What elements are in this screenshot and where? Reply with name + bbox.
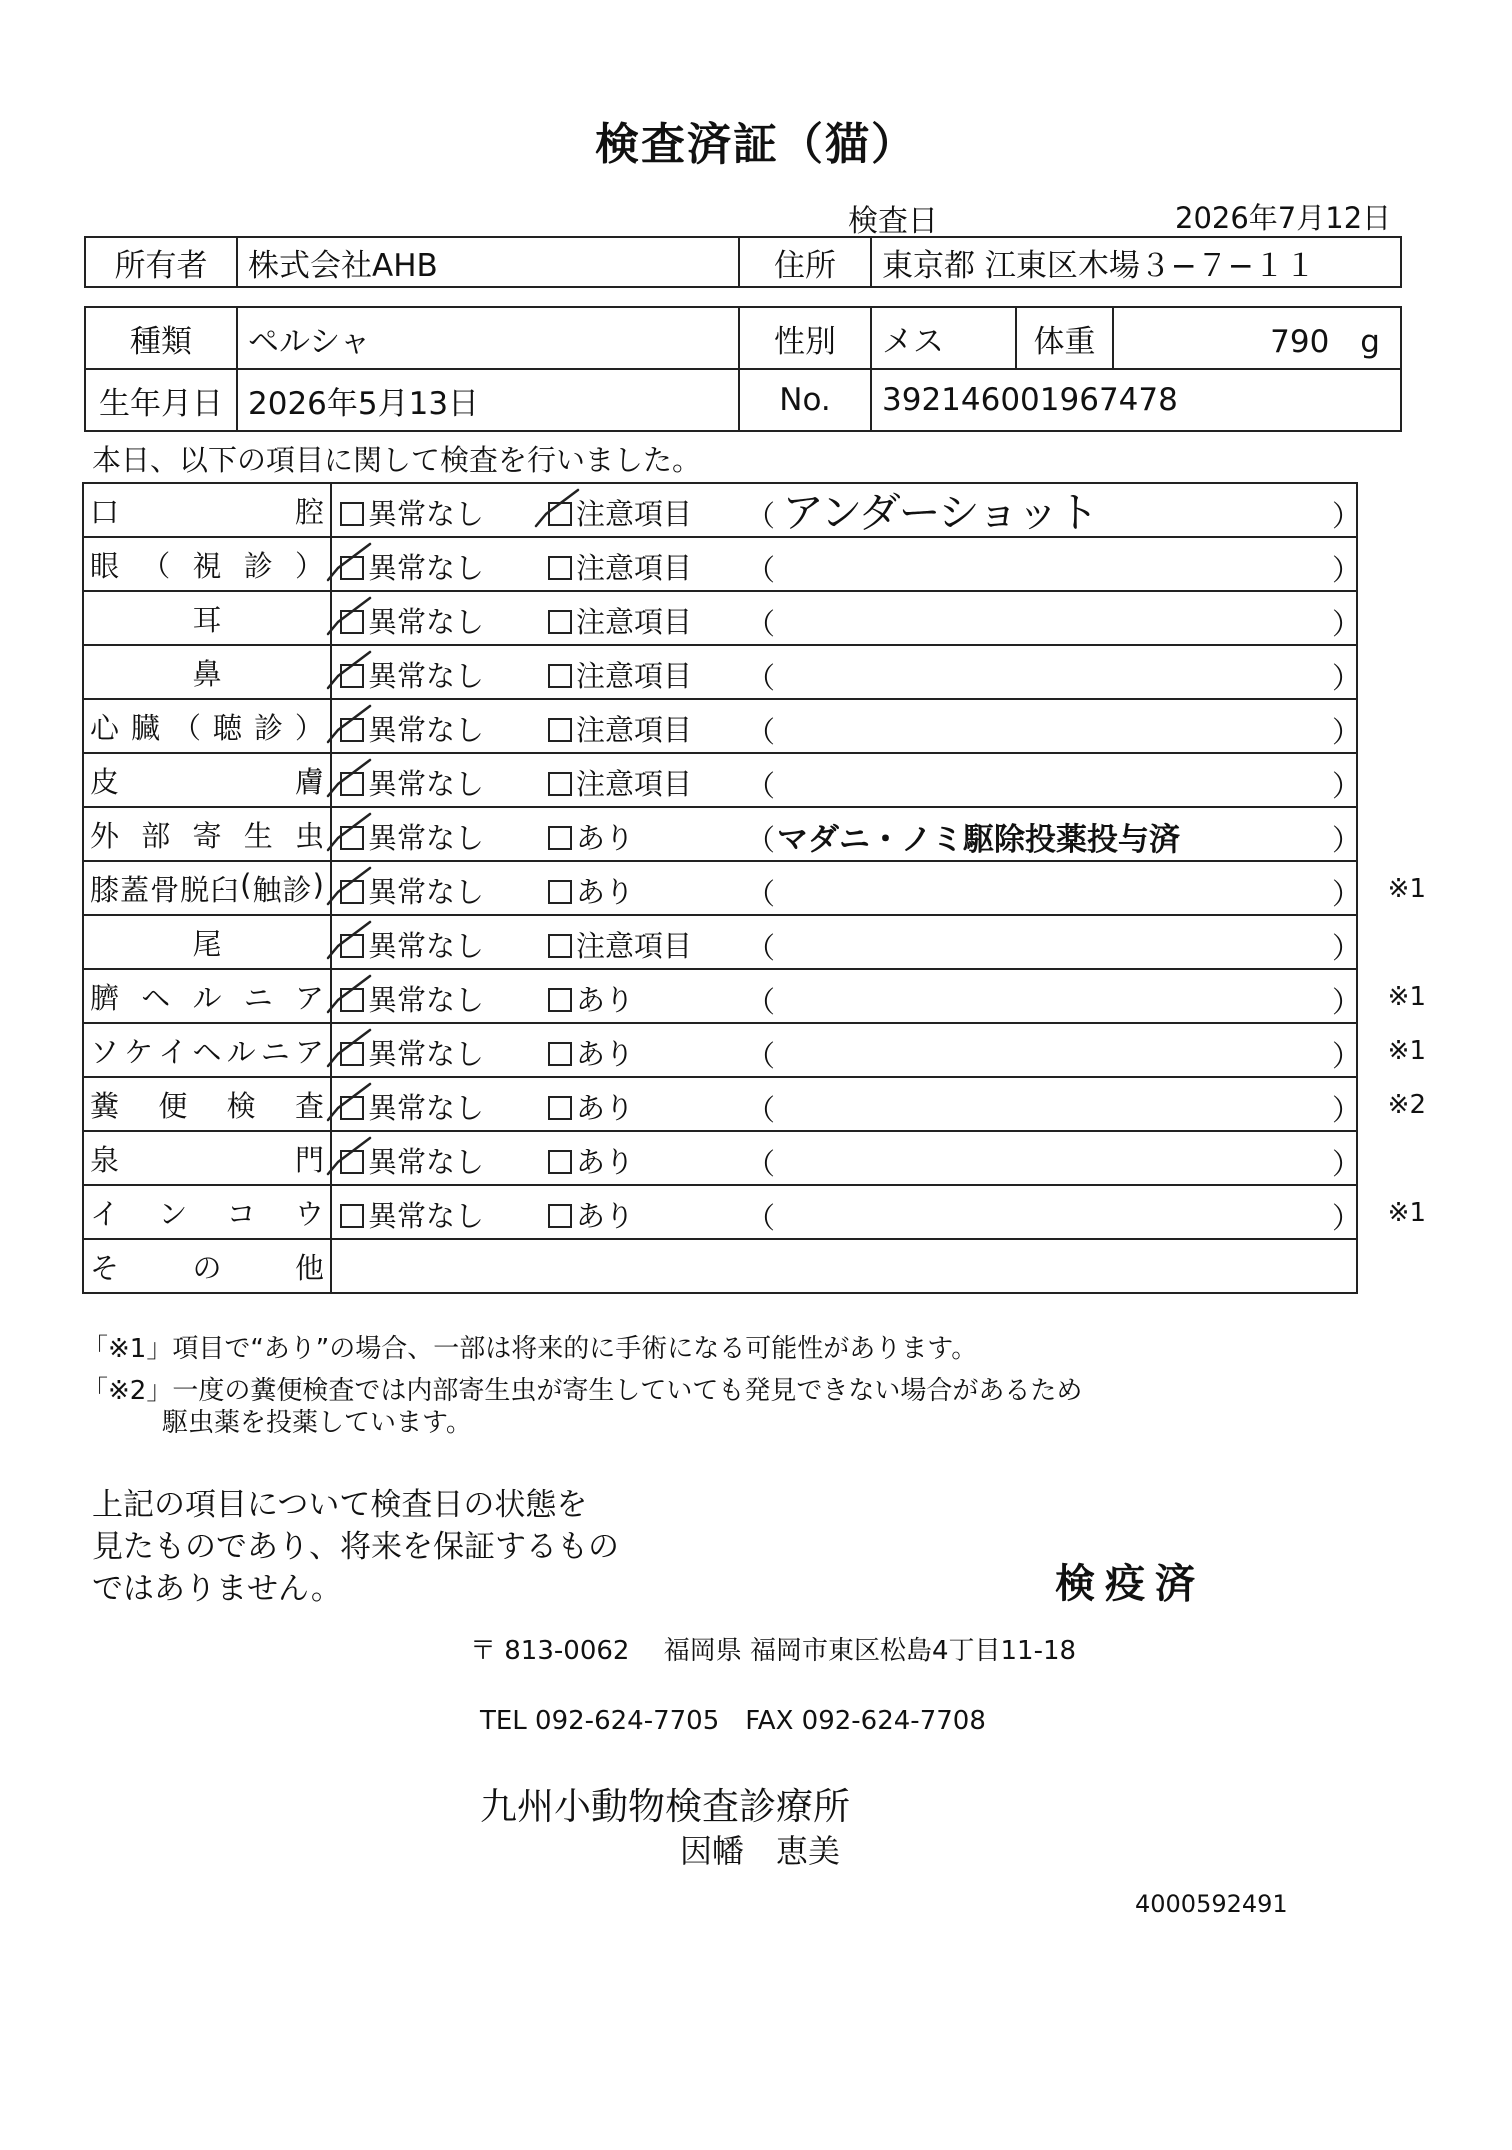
check-item-label: [83, 645, 331, 699]
footnote-2-cont: 駆虫薬を投薬しています。: [162, 1408, 472, 1438]
checkbox-icon: [340, 988, 364, 1012]
check-item-name: 口 腔: [90, 494, 324, 529]
check-row: [83, 969, 1357, 1023]
attention-checkbox-text: あり: [576, 1091, 635, 1125]
checkbox-icon: [340, 718, 364, 742]
footnote-2: 「※2」一度の糞便検査では内部寄生虫が寄生していても発見できない場合があるため: [82, 1376, 1083, 1406]
check-item-name: 泉 門: [90, 1142, 324, 1177]
clinic-name: 九州小動物検査診療所: [480, 1785, 850, 1828]
check-item-label: [83, 1131, 331, 1185]
check-item-result: [331, 1185, 1426, 1239]
check-item-result: [331, 1077, 1426, 1131]
checkbox-icon: [548, 880, 572, 904]
reference-mark: ※1: [1387, 1036, 1426, 1066]
normal-checkbox-text: 異常なし: [368, 875, 485, 909]
attention-checkbox-text: 注意項目: [576, 551, 693, 585]
checkbox-icon: [548, 988, 572, 1012]
statement-line-3: ではありません。: [92, 1571, 342, 1607]
paren-close: ）: [1332, 931, 1362, 965]
owner-value: 株式会社AHB: [237, 237, 739, 287]
attention-checkbox-text: あり: [576, 875, 635, 909]
handwritten-note: アンダーショット: [782, 488, 1097, 537]
normal-checkbox[interactable]: [340, 870, 484, 911]
attention-checkbox[interactable]: [548, 1086, 634, 1127]
paren-close: ）: [1332, 715, 1362, 749]
normal-checkbox-text: 異常なし: [368, 1145, 485, 1179]
checkbox-icon: [340, 772, 364, 796]
normal-checkbox[interactable]: [340, 816, 484, 857]
normal-checkbox-text: 異常なし: [368, 551, 485, 585]
paren-close: ）: [1332, 877, 1362, 911]
normal-checkbox[interactable]: [340, 978, 484, 1019]
normal-checkbox[interactable]: [340, 1140, 484, 1181]
checkbox-icon: [548, 934, 572, 958]
paren-open: （: [746, 931, 776, 965]
no-label: No.: [739, 369, 871, 431]
paren-open: （: [746, 607, 776, 641]
paren-open: （: [746, 715, 776, 749]
check-item-result: [331, 1131, 1362, 1185]
attention-checkbox-text: 注意項目: [576, 929, 693, 963]
paren-close: ）: [1332, 661, 1362, 695]
attention-checkbox[interactable]: [548, 546, 692, 587]
attention-checkbox-text: 注意項目: [576, 767, 693, 801]
checkbox-icon: [340, 502, 364, 526]
checkbox-icon: [548, 1204, 572, 1228]
reference-mark: ※2: [1387, 1090, 1426, 1120]
paren-close: ）: [1332, 769, 1362, 803]
paren-open: （: [746, 985, 776, 1019]
breed-value: ペルシャ: [237, 307, 739, 369]
check-item-label: [83, 861, 331, 915]
paren-open: （: [746, 1093, 776, 1127]
serial-number: 4000592491: [1135, 1890, 1288, 1918]
check-item-result: [331, 1023, 1426, 1077]
check-item-name: 耳: [192, 602, 222, 637]
attention-checkbox[interactable]: [548, 816, 634, 857]
checkbox-icon: [340, 1204, 364, 1228]
check-item-result: [331, 645, 1362, 699]
attention-checkbox-text: あり: [576, 1037, 635, 1071]
normal-checkbox[interactable]: [340, 762, 484, 803]
checkbox-icon: [548, 772, 572, 796]
weight-value: 790 g: [1113, 307, 1401, 369]
clinic-phone: TEL 092-624-7705 FAX 092-624-7708: [480, 1706, 986, 1736]
normal-checkbox-text: 異常なし: [368, 929, 485, 963]
check-item-label: [83, 537, 331, 591]
paren-close: ）: [1332, 1201, 1362, 1235]
checkbox-icon: [548, 718, 572, 742]
breed-label: 種類: [85, 307, 237, 369]
check-item-label: [83, 807, 331, 861]
attention-checkbox[interactable]: [548, 978, 634, 1019]
normal-checkbox-text: 異常なし: [368, 821, 485, 855]
normal-checkbox[interactable]: [340, 546, 484, 587]
attention-checkbox-text: 注意項目: [576, 497, 693, 531]
normal-checkbox-text: 異常なし: [368, 713, 485, 747]
normal-checkbox[interactable]: [340, 1032, 484, 1073]
attention-checkbox[interactable]: [548, 924, 692, 965]
checkbox-icon: [548, 610, 572, 634]
checkbox-icon: [548, 664, 572, 688]
checks-table: [82, 482, 1426, 1294]
checkbox-icon: [548, 556, 572, 580]
other-label-cell: [83, 1239, 331, 1293]
checkbox-icon: [340, 610, 364, 634]
paren-open: （: [746, 1201, 776, 1235]
check-item-label: [83, 915, 331, 969]
document-title: 検査済証（猫）: [595, 119, 917, 170]
check-item-name: 皮 膚: [90, 764, 324, 799]
checkbox-icon: [340, 826, 364, 850]
paren-close: ）: [1332, 823, 1362, 857]
paren-close: ）: [1332, 607, 1362, 641]
birth-value: 2026年5月13日: [237, 369, 739, 431]
checkbox-icon: [340, 880, 364, 904]
paren-close: ）: [1332, 1147, 1362, 1181]
check-item-label: [83, 591, 331, 645]
checkbox-icon: [340, 1150, 364, 1174]
intro-text: 本日、以下の項目に関して検査を行いました。: [92, 443, 702, 477]
checkbox-icon: [548, 502, 572, 526]
sex-value: メス: [871, 307, 1016, 369]
check-item-result: [331, 699, 1362, 753]
attention-checkbox[interactable]: [548, 870, 634, 911]
check-row: [83, 861, 1357, 915]
reference-mark: ※1: [1387, 1198, 1426, 1228]
attention-checkbox[interactable]: [548, 1032, 634, 1073]
attention-checkbox-text: あり: [576, 983, 635, 1017]
check-item-result: [331, 591, 1362, 645]
check-item-result: [331, 753, 1362, 807]
check-item-label: [83, 753, 331, 807]
normal-checkbox-text: 異常なし: [368, 497, 485, 531]
exam-date: 2026年7月12日: [1175, 201, 1392, 235]
checkbox-icon: [548, 1150, 572, 1174]
check-row: [83, 1131, 1357, 1185]
vet-name: 因幡 恵美: [680, 1832, 841, 1870]
attention-checkbox-text: あり: [576, 1145, 635, 1179]
attention-checkbox[interactable]: [548, 762, 692, 803]
check-item-name: ソ ケ イ ヘ ル ニ ア: [90, 1034, 324, 1069]
check-row: [83, 1077, 1357, 1131]
checkbox-icon: [548, 1096, 572, 1120]
check-item-name: 眼 （ 視 診 ）: [90, 548, 324, 583]
check-row: [83, 1023, 1357, 1077]
check-item-result: [331, 483, 1362, 537]
check-item-label: [83, 1185, 331, 1239]
normal-checkbox[interactable]: [340, 654, 484, 695]
check-row: [83, 807, 1357, 861]
paren-close: ）: [1332, 499, 1362, 533]
check-item-name: 尾: [192, 926, 222, 961]
normal-checkbox[interactable]: [340, 600, 484, 641]
owner-table: [84, 236, 1402, 288]
paren-open: （: [746, 769, 776, 803]
normal-checkbox-text: 異常なし: [368, 659, 485, 693]
normal-checkbox-text: 異常なし: [368, 1037, 485, 1071]
attention-checkbox[interactable]: [548, 1140, 634, 1181]
checkbox-icon: [548, 826, 572, 850]
check-note: マダニ・ノミ駆除投薬投与済: [777, 822, 1180, 858]
paren-open: （: [746, 823, 776, 857]
checkbox-icon: [340, 1096, 364, 1120]
check-row: [83, 915, 1357, 969]
attention-checkbox[interactable]: [548, 654, 692, 695]
paren-close: ）: [1332, 553, 1362, 587]
check-item-label: [83, 699, 331, 753]
check-item-name: 糞 便 検 査: [90, 1088, 324, 1123]
paren-open: （: [746, 553, 776, 587]
normal-checkbox-text: 異常なし: [368, 767, 485, 801]
attention-checkbox-text: あり: [576, 1199, 635, 1233]
check-item-name: 臍 ヘ ル ニ ア: [90, 980, 324, 1015]
check-row: [83, 753, 1357, 807]
attention-checkbox-text: 注意項目: [576, 713, 693, 747]
footnote-1: 「※1」項目で“あり”の場合、一部は将来的に手術になる可能性があります。: [82, 1334, 978, 1364]
other-label: そ の 他: [90, 1250, 324, 1285]
check-item-label: [83, 483, 331, 537]
attention-checkbox[interactable]: [548, 708, 692, 749]
attention-checkbox[interactable]: [548, 600, 692, 641]
check-row: [83, 699, 1357, 753]
normal-checkbox[interactable]: [340, 1086, 484, 1127]
paren-close: ）: [1332, 1093, 1362, 1127]
statement-line-1: 上記の項目について検査日の状態を: [92, 1487, 588, 1523]
check-item-result: [331, 861, 1426, 915]
pet-table: [84, 306, 1402, 432]
paren-open: （: [746, 877, 776, 911]
statement-line-2: 見たものであり、将来を保証するもの: [92, 1529, 619, 1565]
paren-close: ）: [1332, 985, 1362, 1019]
check-item-label: [83, 1023, 331, 1077]
no-value: 392146001967478: [871, 369, 1401, 431]
check-row: [83, 483, 1357, 537]
check-item-result: [331, 807, 1362, 861]
check-item-name: 膝 蓋 骨 脱 臼 ( 触 診 ): [90, 867, 324, 907]
checkbox-icon: [340, 664, 364, 688]
normal-checkbox-text: 異常なし: [368, 605, 485, 639]
other-row: [83, 1239, 1357, 1293]
clinic-address: 〒 813-0062 福岡県 福岡市東区松島4丁目11-18: [470, 1636, 1077, 1666]
normal-checkbox-text: 異常なし: [368, 1091, 485, 1125]
normal-checkbox[interactable]: [340, 924, 484, 965]
attention-checkbox[interactable]: [548, 492, 692, 533]
check-item-result: [331, 969, 1426, 1023]
attention-checkbox-text: あり: [576, 821, 635, 855]
birth-label: 生年月日: [85, 369, 237, 431]
check-item-label: [83, 969, 331, 1023]
checkbox-icon: [340, 934, 364, 958]
address-value: 東京都 江東区木場３−７−１１: [871, 237, 1401, 287]
attention-checkbox[interactable]: [548, 1194, 634, 1235]
checkbox-icon: [340, 1042, 364, 1066]
sex-label: 性別: [739, 307, 871, 369]
check-item-name: 外 部 寄 生 虫: [90, 818, 324, 853]
paren-open: （: [746, 1039, 776, 1073]
checkbox-icon: [340, 556, 364, 580]
check-item-name: 心 臓 （ 聴 診 ）: [90, 710, 324, 745]
check-row: [83, 591, 1357, 645]
reference-mark: ※1: [1387, 874, 1426, 904]
check-item-label: [83, 1077, 331, 1131]
paren-open: （: [746, 661, 776, 695]
check-row: [83, 1185, 1357, 1239]
quarantine-stamp: 検疫済: [1055, 1561, 1205, 1607]
normal-checkbox[interactable]: [340, 492, 484, 533]
check-row: [83, 537, 1357, 591]
attention-checkbox-text: 注意項目: [576, 605, 693, 639]
checkbox-icon: [548, 1042, 572, 1066]
check-item-name: 鼻: [192, 656, 222, 691]
attention-checkbox-text: 注意項目: [576, 659, 693, 693]
weight-label: 体重: [1016, 307, 1113, 369]
other-value[interactable]: [331, 1239, 1357, 1293]
paren-open: （: [746, 499, 776, 533]
paren-open: （: [746, 1147, 776, 1181]
exam-date-label: 検査日: [848, 204, 938, 239]
paren-close: ）: [1332, 1039, 1362, 1073]
owner-label: 所有者: [85, 237, 237, 287]
normal-checkbox[interactable]: [340, 708, 484, 749]
reference-mark: ※1: [1387, 982, 1426, 1012]
check-item-result: [331, 915, 1362, 969]
check-item-result: [331, 537, 1362, 591]
normal-checkbox[interactable]: [340, 1194, 484, 1235]
normal-checkbox-text: 異常なし: [368, 1199, 485, 1233]
normal-checkbox-text: 異常なし: [368, 983, 485, 1017]
check-item-name: イ ン コ ウ: [90, 1196, 324, 1231]
check-row: [83, 645, 1357, 699]
address-label: 住所: [739, 237, 871, 287]
